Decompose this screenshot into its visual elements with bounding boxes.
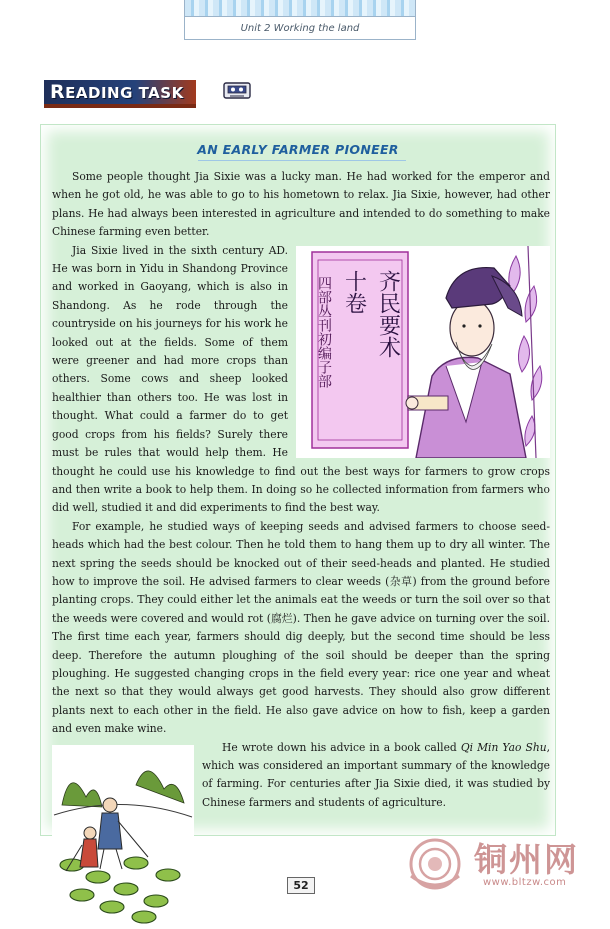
paragraph-3: For example, he studied ways of keeping seeds and advised farmers to choose seed-heads which had the best colour. Then he told them to hang them up to dry all winter. The next spring the seeds should be knocked out of their seed-heads and planted. He studied how to improve the soil. He advised farmers to clear weeds (杂草) from the ground before planting crops. They could either let the animals eat the weeds or turn the soil over so that the weeds were covered and would rot (腐烂). Then he gave advice on turning over the soil. The first time each year, farmers should dig deeply, but the second time should be less deep. Therefore the autumn ploughing of the soil should be deeper than the spring ploughing. He suggested changing crops in the field every year: rice one year and wheat the next so that they would always get good harvests. They should also grow different plants next to each other in the field. He also gave advice on how to fish, keep a garden and even make wine. xyxy=(52,519,550,736)
article-title: AN EARLY FARMER PIONEER xyxy=(197,142,399,157)
article-body xyxy=(52,168,550,929)
portrait-subtitle-cn: 四部丛刊初编子部 xyxy=(316,275,332,388)
section-label xyxy=(44,80,196,108)
portrait-book-title-cn: 齐民要术 xyxy=(375,269,401,358)
watermark-logo xyxy=(405,836,469,896)
article-title-rule xyxy=(198,160,406,161)
watermark-url: www.bltzw.com xyxy=(483,877,567,888)
section-label-rest: EADING TASK xyxy=(65,84,184,102)
section-label-initial: R xyxy=(50,81,66,103)
unit-header xyxy=(184,0,416,40)
book-title: Qi Min Yao Shu xyxy=(460,740,547,754)
header-wave-decoration xyxy=(185,0,415,17)
paragraph-4-after: , which was considered an important summary of the knowledge of farming. For centuries after Jia Sixie died, it was studied by Chinese farmers and students of agriculture. xyxy=(202,740,550,809)
paragraph-4-before: He wrote down his advice in a book called xyxy=(222,740,461,754)
cassette-tape-icon[interactable] xyxy=(223,82,251,99)
farmers-illustration xyxy=(52,745,194,925)
jia-sixie-portrait xyxy=(296,246,550,458)
portrait-volume-cn: 十卷 xyxy=(341,269,367,314)
page-number: 52 xyxy=(287,877,315,894)
paragraph-2: Jia Sixie lived in the sixth century AD. He was born in Yidu in Shandong Province and worked in Gaoyang, which is also in Shandong. As he rode through the countryside on his journeys for his work he looked out at the fields. Some of them were greener and had more crops than others. Some cows and sheep looked healthier than others too. He was lost in thought. What could a farmer do to get good crops from his fields? Surely there must be rules that would help them. He thought he could use his knowledge to find out the best ways for farmers to grow crops and then write a book to help them. In doing so he collected information from farmers who did well, studied it and did experiments to find the best way. xyxy=(52,243,550,515)
paragraph-1: Some people thought Jia Sixie was a lucky man. He had worked for the emperor and when he got old, he was able to go to his hometown to relax. Jia Sixie, however, had other plans. He had always been interested in agriculture and intended to do something to make Chinese farming even better. xyxy=(52,170,550,239)
watermark-name: 铜州网 xyxy=(474,840,579,879)
unit-title: Unit 2 Working the land xyxy=(240,23,360,34)
